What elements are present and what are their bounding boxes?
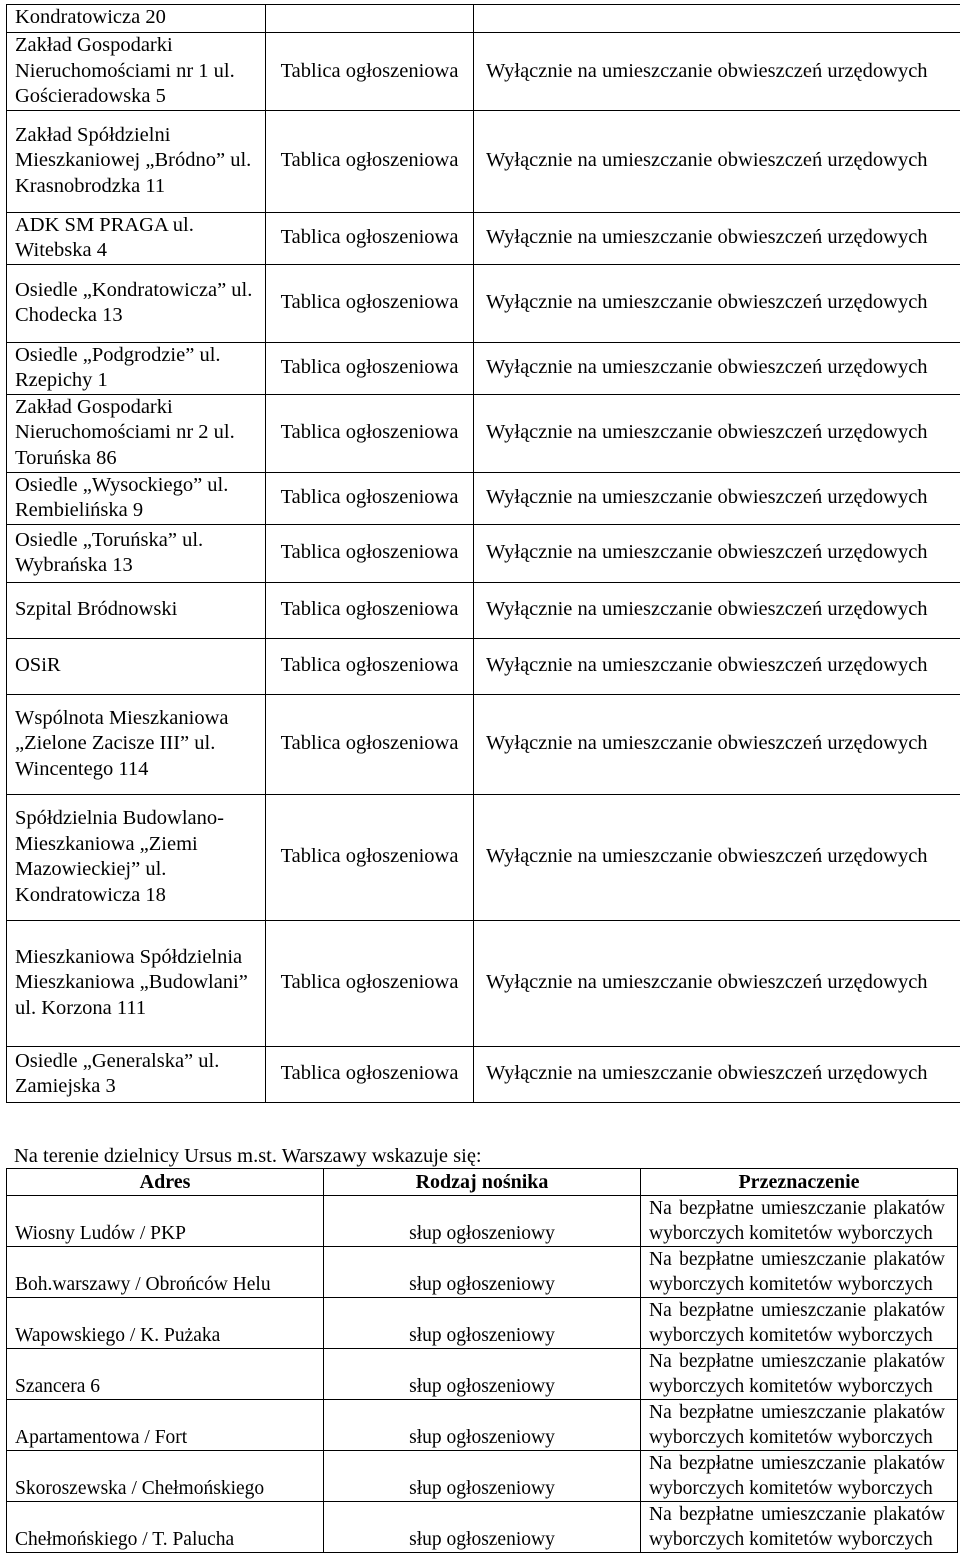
pillar-purpose: Na bezpłatne umieszczanie plakatów wyborczych komitetów wyborczych bbox=[641, 1247, 958, 1298]
pillar-address: Skoroszewska / Chełmońskiego bbox=[7, 1451, 324, 1502]
pillar-purpose: Na bezpłatne umieszczanie plakatów wyborczych komitetów wyborczych bbox=[641, 1451, 958, 1502]
bulletin-boards-table bbox=[6, 4, 960, 1103]
pillar-purpose: Na bezpłatne umieszczanie plakatów wyborczych komitetów wyborczych bbox=[641, 1502, 958, 1553]
board-address: Wspólnota Mieszkaniowa „Zielone Zacisze III” ul. Wincentego 114 bbox=[7, 694, 266, 794]
pillar-carrier-type: słup ogłoszeniowy bbox=[324, 1196, 641, 1247]
poster-pillars-table bbox=[6, 1168, 958, 1553]
board-address: Osiedle „Podgrodzie” ul. Rzepichy 1 bbox=[7, 342, 266, 394]
board-row bbox=[7, 212, 960, 264]
pillar-purpose: Na bezpłatne umieszczanie plakatów wyborczych komitetów wyborczych bbox=[641, 1349, 958, 1400]
board-purpose: Wyłącznie na umieszczanie obwieszczeń urzędowych bbox=[474, 472, 960, 524]
ursus-section-heading: Na terenie dzielnicy Ursus m.st. Warszawy wskazuje się: bbox=[14, 1145, 482, 1167]
board-address: Kondratowicza 20 bbox=[7, 5, 266, 33]
board-carrier-type: Tablica ogłoszeniowa bbox=[266, 264, 474, 342]
board-carrier-type: Tablica ogłoszeniowa bbox=[266, 794, 474, 920]
pillar-purpose: Na bezpłatne umieszczanie plakatów wyborczych komitetów wyborczych bbox=[641, 1298, 958, 1349]
board-carrier-type bbox=[266, 5, 474, 33]
pillar-carrier-type: słup ogłoszeniowy bbox=[324, 1298, 641, 1349]
board-carrier-type: Tablica ogłoszeniowa bbox=[266, 638, 474, 694]
board-address: Spółdzielnia Budowlano-Mieszkaniowa „Ziemi Mazowieckiej” ul. Kondratowicza 18 bbox=[7, 794, 266, 920]
board-purpose: Wyłącznie na umieszczanie obwieszczeń urzędowych bbox=[474, 394, 960, 472]
board-address: Osiedle „Kondratowicza” ul. Chodecka 13 bbox=[7, 264, 266, 342]
board-row bbox=[7, 638, 960, 694]
board-purpose: Wyłącznie na umieszczanie obwieszczeń urzędowych bbox=[474, 920, 960, 1046]
board-address: Zakład Gospodarki Nieruchomościami nr 2 ul. Toruńska 86 bbox=[7, 394, 266, 472]
pillar-carrier-type: słup ogłoszeniowy bbox=[324, 1349, 641, 1400]
header-address: Adres bbox=[7, 1169, 324, 1196]
board-purpose: Wyłącznie na umieszczanie obwieszczeń urzędowych bbox=[474, 638, 960, 694]
poster-pillars-body bbox=[7, 1196, 958, 1553]
board-purpose: Wyłącznie na umieszczanie obwieszczeń urzędowych bbox=[474, 794, 960, 920]
board-carrier-type: Tablica ogłoszeniowa bbox=[266, 33, 474, 111]
pillar-address: Boh.warszawy / Obrońców Helu bbox=[7, 1247, 324, 1298]
pillar-carrier-type: słup ogłoszeniowy bbox=[324, 1502, 641, 1553]
board-row bbox=[7, 110, 960, 212]
board-purpose: Wyłącznie na umieszczanie obwieszczeń urzędowych bbox=[474, 212, 960, 264]
pillar-carrier-type: słup ogłoszeniowy bbox=[324, 1400, 641, 1451]
bulletin-boards-body bbox=[7, 5, 960, 1103]
board-row bbox=[7, 794, 960, 920]
pillar-address: Chełmońskiego / T. Palucha bbox=[7, 1502, 324, 1553]
board-address: Osiedle „Toruńska” ul. Wybrańska 13 bbox=[7, 524, 266, 582]
pillar-address: Wiosny Ludów / PKP bbox=[7, 1196, 324, 1247]
pillar-row bbox=[7, 1196, 958, 1247]
board-carrier-type: Tablica ogłoszeniowa bbox=[266, 212, 474, 264]
board-carrier-type: Tablica ogłoszeniowa bbox=[266, 110, 474, 212]
board-row bbox=[7, 920, 960, 1046]
pillar-address: Apartamentowa / Fort bbox=[7, 1400, 324, 1451]
pillar-row bbox=[7, 1400, 958, 1451]
board-row bbox=[7, 394, 960, 472]
board-purpose: Wyłącznie na umieszczanie obwieszczeń urzędowych bbox=[474, 1046, 960, 1102]
pillar-row bbox=[7, 1502, 958, 1553]
board-carrier-type: Tablica ogłoszeniowa bbox=[266, 1046, 474, 1102]
board-carrier-type: Tablica ogłoszeniowa bbox=[266, 342, 474, 394]
board-row bbox=[7, 342, 960, 394]
board-carrier-type: Tablica ogłoszeniowa bbox=[266, 694, 474, 794]
board-purpose: Wyłącznie na umieszczanie obwieszczeń urzędowych bbox=[474, 524, 960, 582]
board-address: ADK SM PRAGA ul. Witebska 4 bbox=[7, 212, 266, 264]
pillar-row bbox=[7, 1298, 958, 1349]
pillar-carrier-type: słup ogłoszeniowy bbox=[324, 1451, 641, 1502]
board-row bbox=[7, 472, 960, 524]
header-purpose: Przeznaczenie bbox=[641, 1169, 958, 1196]
board-address: Zakład Gospodarki Nieruchomościami nr 1 ul. Gościeradowska 5 bbox=[7, 33, 266, 111]
board-address: OSiR bbox=[7, 638, 266, 694]
board-row bbox=[7, 1046, 960, 1102]
board-address: Szpital Bródnowski bbox=[7, 582, 266, 638]
board-purpose: Wyłącznie na umieszczanie obwieszczeń urzędowych bbox=[474, 694, 960, 794]
board-purpose: Wyłącznie na umieszczanie obwieszczeń urzędowych bbox=[474, 582, 960, 638]
pillar-row bbox=[7, 1247, 958, 1298]
pillar-row bbox=[7, 1451, 958, 1502]
header-carrier-type: Rodzaj nośnika bbox=[324, 1169, 641, 1196]
board-purpose: Wyłącznie na umieszczanie obwieszczeń urzędowych bbox=[474, 264, 960, 342]
board-row bbox=[7, 264, 960, 342]
board-row bbox=[7, 582, 960, 638]
poster-pillars-header-row bbox=[7, 1169, 958, 1196]
board-purpose bbox=[474, 5, 960, 33]
board-purpose: Wyłącznie na umieszczanie obwieszczeń urzędowych bbox=[474, 342, 960, 394]
board-row bbox=[7, 694, 960, 794]
pillar-address: Szancera 6 bbox=[7, 1349, 324, 1400]
board-row bbox=[7, 33, 960, 111]
board-carrier-type: Tablica ogłoszeniowa bbox=[266, 394, 474, 472]
pillar-purpose: Na bezpłatne umieszczanie plakatów wyborczych komitetów wyborczych bbox=[641, 1400, 958, 1451]
board-address: Osiedle „Generalska” ul. Zamiejska 3 bbox=[7, 1046, 266, 1102]
board-row bbox=[7, 5, 960, 33]
board-address: Osiedle „Wysockiego” ul. Rembielińska 9 bbox=[7, 472, 266, 524]
pillar-purpose: Na bezpłatne umieszczanie plakatów wyborczych komitetów wyborczych bbox=[641, 1196, 958, 1247]
pillar-address: Wapowskiego / K. Pużaka bbox=[7, 1298, 324, 1349]
board-purpose: Wyłącznie na umieszczanie obwieszczeń urzędowych bbox=[474, 110, 960, 212]
pillar-carrier-type: słup ogłoszeniowy bbox=[324, 1247, 641, 1298]
board-row bbox=[7, 524, 960, 582]
board-carrier-type: Tablica ogłoszeniowa bbox=[266, 582, 474, 638]
board-address: Mieszkaniowa Spółdzielnia Mieszkaniowa „Budowlani” ul. Korzona 111 bbox=[7, 920, 266, 1046]
board-carrier-type: Tablica ogłoszeniowa bbox=[266, 524, 474, 582]
board-address: Zakład Spółdzielni Mieszkaniowej „Bródno” ul. Krasnobrodzka 11 bbox=[7, 110, 266, 212]
pillar-row bbox=[7, 1349, 958, 1400]
board-purpose: Wyłącznie na umieszczanie obwieszczeń urzędowych bbox=[474, 33, 960, 111]
board-carrier-type: Tablica ogłoszeniowa bbox=[266, 472, 474, 524]
board-carrier-type: Tablica ogłoszeniowa bbox=[266, 920, 474, 1046]
